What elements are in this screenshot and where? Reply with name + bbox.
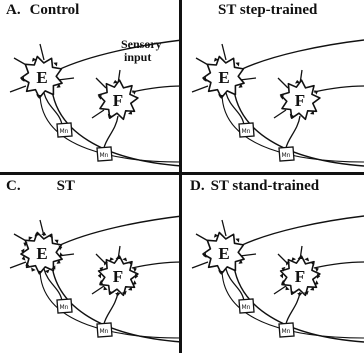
flexor-synapse (297, 293, 302, 296)
flexor-axon (286, 116, 300, 148)
extensor-synapse (41, 232, 46, 236)
panel-b-title-text: ST step-trained (218, 2, 318, 18)
panel-d-title (190, 178, 319, 195)
flexor-axon (104, 116, 118, 148)
flexor-label: F (112, 267, 124, 286)
panel-c-title-text: ST (56, 178, 75, 194)
flexor-axon (286, 292, 300, 324)
flexor-synapse (304, 258, 309, 262)
extensor-synapse (31, 268, 36, 272)
panel-b-diagram (182, 0, 364, 176)
sensory-input-label (121, 38, 162, 64)
panel-c-title (6, 178, 75, 195)
panel-a-title (6, 2, 79, 19)
flexor-label: F (294, 267, 306, 286)
flexor-motoneuron-label: Mn (281, 328, 291, 335)
flexor-synapse (98, 273, 101, 278)
flexor-label: F (294, 91, 306, 110)
extensor-motoneuron-label: Mn (59, 128, 69, 135)
panel-a-diagram (0, 0, 182, 176)
panel-d-diagram (182, 176, 364, 352)
sensory-input-line1: Sensory (121, 37, 162, 51)
sensory-input-line (240, 216, 364, 246)
sensory-input-line (132, 86, 182, 92)
extensor-synapse (60, 252, 64, 257)
panel-a-letter: A. (6, 2, 21, 18)
extensor-synapse (53, 62, 57, 66)
flexor-synapse (286, 286, 290, 290)
panel-1-schematic (192, 40, 364, 166)
sensory-input-line2: input (124, 50, 152, 64)
flexor-axon (104, 292, 118, 324)
extensor-label: E (36, 68, 48, 87)
extensor-motoneuron-label: Mn (241, 304, 251, 311)
flexor-synapse (291, 257, 296, 261)
flexor-synapse (122, 258, 127, 262)
flexor-synapse (109, 257, 114, 261)
panel-b-step-trained (182, 0, 364, 176)
panel-a-control (0, 0, 182, 176)
flexor-synapse (280, 273, 283, 278)
flexor-motoneuron-label: Mn (99, 328, 109, 335)
sensory-input-line (132, 262, 182, 268)
flexor-synapse (115, 293, 120, 296)
sensory-input-line (58, 216, 182, 246)
flexor-synapse (104, 286, 108, 290)
flexor-label: F (112, 91, 124, 110)
extensor-label: E (36, 244, 48, 263)
panel-d-stand-trained (182, 176, 364, 352)
panel-d-title-text: ST stand-trained (210, 178, 320, 194)
sensory-input-line (314, 86, 364, 92)
horizontal-divider (0, 172, 364, 175)
panel-a-title-text: Control (29, 2, 80, 18)
sensory-input-line (314, 262, 364, 268)
extensor-label: E (218, 244, 230, 263)
panel-d-letter: D. (190, 178, 205, 194)
extensor-motoneuron-label: Mn (241, 128, 251, 135)
panel-b-title (218, 2, 317, 19)
flexor-motoneuron-label: Mn (99, 152, 109, 159)
sensory-input-line (240, 40, 364, 70)
vertical-divider (179, 0, 182, 353)
panel-c-st (0, 176, 182, 352)
panel-3-schematic (192, 216, 364, 342)
extensor-motoneuron-label: Mn (59, 304, 69, 311)
panel-c-letter: C. (6, 178, 21, 194)
extensor-synapse (235, 238, 239, 242)
sensory-input-line (58, 37, 182, 70)
panel-c-diagram (0, 176, 182, 352)
extensor-synapse (235, 62, 239, 66)
flexor-motoneuron-label: Mn (281, 152, 291, 159)
panel-2-schematic (10, 216, 182, 342)
extensor-label: E (218, 68, 230, 87)
